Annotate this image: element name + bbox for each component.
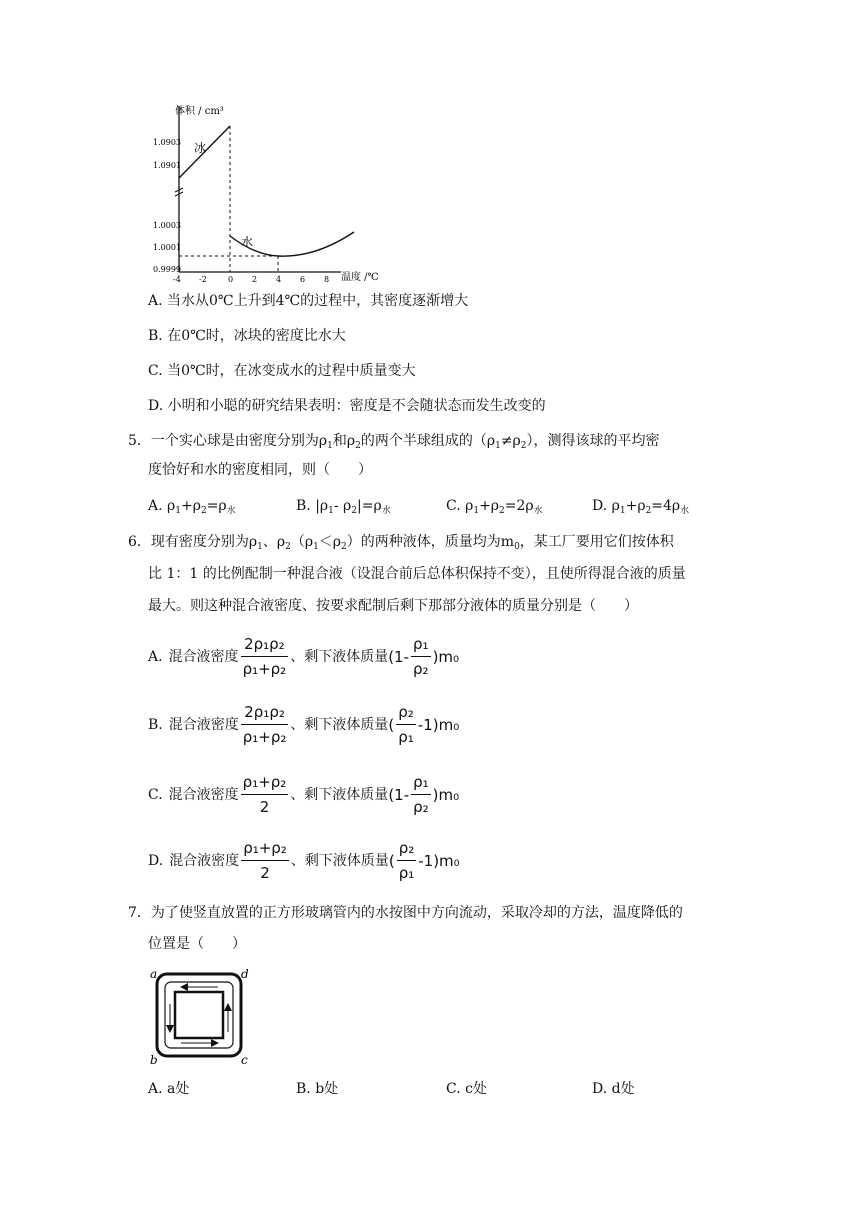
option-text: +ρ <box>625 498 646 514</box>
q6-option-d[interactable] <box>148 838 460 883</box>
q6-option-c[interactable] <box>148 772 459 817</box>
fraction <box>411 634 431 679</box>
q4-option-b[interactable]: B. 在0℃时，冰块的密度比水大 <box>148 328 346 344</box>
x-tick-label: 8 <box>324 275 330 284</box>
option-text: B. |ρ <box>296 498 329 514</box>
option-text: 混合液密度 <box>168 716 239 733</box>
square-tube-diagram <box>145 966 255 1066</box>
fraction-numerator: ρ₁+ρ₂ <box>241 838 289 861</box>
fraction-numerator: ρ₁ <box>411 772 431 795</box>
q4-option-d[interactable]: D. 小明和小聪的研究结果表明：密度是不会随状态而发生改变的 <box>148 398 546 414</box>
subscript: 0 <box>514 542 520 552</box>
fraction-denominator: ρ₂ <box>413 660 429 678</box>
q6-stem-text: ，某工厂要用它们按体积 <box>519 534 674 550</box>
fraction-numerator: 2ρ₁ρ₂ <box>241 702 289 725</box>
option-text: D. ρ <box>592 498 620 514</box>
option-text: 混合液密度 <box>169 852 240 869</box>
subscript: 2 <box>520 441 527 451</box>
fraction-denominator: ρ₁ <box>398 728 414 746</box>
fraction-numerator: 2ρ₁ρ₂ <box>241 634 289 657</box>
x-tick-label: 2 <box>252 275 258 284</box>
subscript: 2 <box>351 506 358 516</box>
option-letter: C. <box>148 786 163 803</box>
fraction-numerator: ρ₂ <box>396 702 416 725</box>
q5-option-b[interactable] <box>296 496 391 521</box>
fraction-numerator: ρ₁+ρ₂ <box>241 772 289 795</box>
option-letter: B. <box>148 716 163 733</box>
q6-option-b[interactable] <box>148 702 459 747</box>
q5-stem-line1 <box>128 431 660 456</box>
option-text: =ρ <box>206 498 227 514</box>
math-text: ( <box>388 851 395 870</box>
option-text: 、剩下液体质量 <box>290 786 389 803</box>
volume-temperature-chart <box>153 100 395 290</box>
option-text: A. ρ <box>148 498 176 514</box>
option-text: 混合液密度 <box>168 648 239 665</box>
subscript: 2 <box>200 506 207 516</box>
fraction <box>397 838 417 883</box>
series-label-ice: 冰 <box>194 141 207 155</box>
x-tick-label: 6 <box>300 275 306 284</box>
math-text: m₀ <box>439 851 460 870</box>
subscript: 2 <box>355 441 361 451</box>
subscript: 水 <box>680 506 690 516</box>
option-text: - ρ <box>333 498 352 514</box>
q6-stem-line2: 比 1：1 的比例配制一种混合液（设混合前后总体积保持不变），且使所得混合液的质量 <box>148 566 686 582</box>
subscript: 1 <box>257 542 263 552</box>
subscript: 1 <box>328 506 334 516</box>
q6-stem-text: （ρ <box>290 534 314 550</box>
q5-stem-text: ），测得该球的平均密 <box>526 433 660 449</box>
y-tick-label: 1.0003 <box>153 221 181 230</box>
y-tick-label: 1.0001 <box>153 243 181 252</box>
option-text: +ρ <box>180 498 201 514</box>
math-text: m₀ <box>438 715 460 734</box>
q6-option-a[interactable] <box>148 634 459 679</box>
option-text: 、剩下液体质量 <box>290 648 389 665</box>
math-text: (1- <box>388 647 410 666</box>
q5-stem-text: 5．一个实心球是由密度分别为ρ <box>128 433 328 449</box>
math-text: -1) <box>418 851 440 870</box>
tube-inner-wall <box>175 992 223 1038</box>
q7-option-a[interactable]: A. a处 <box>148 1081 190 1097</box>
q6-stem-line3: 最大。则这种混合液密度、按要求配制后剩下那部分液体的质量分别是（ ） <box>148 598 638 614</box>
y-tick-label: 1.0903 <box>153 138 181 147</box>
subscript: 1 <box>473 506 480 516</box>
y-tick-label: 1.0901 <box>153 161 181 170</box>
fraction-denominator: ρ₁+ρ₂ <box>242 728 287 746</box>
fraction-denominator: 2 <box>259 798 270 816</box>
x-tick-label: -2 <box>199 275 207 284</box>
math-text: -1) <box>417 715 439 734</box>
fraction-numerator: ρ₂ <box>397 838 417 861</box>
math-text: )m₀ <box>432 785 460 804</box>
option-text: =4ρ <box>651 498 681 514</box>
subscript: 1 <box>495 441 501 451</box>
q4-option-c[interactable]: C. 当0℃时，在冰变成水的过程中质量变大 <box>148 363 416 379</box>
q5-stem-text: 和ρ <box>332 433 356 449</box>
q6-stem-text: 、ρ <box>262 534 286 550</box>
x-tick-label: 4 <box>276 275 282 284</box>
q7-option-b[interactable]: B. b处 <box>296 1081 339 1097</box>
subscript: 1 <box>327 441 333 451</box>
subscript: 水 <box>533 506 543 516</box>
corner-label-b: b <box>150 1053 158 1067</box>
q6-stem-text: ＜ρ <box>318 534 342 550</box>
q4-option-a[interactable]: A. 当水从0℃上升到4℃的过程中，其密度逐渐增大 <box>148 293 469 309</box>
q7-option-d[interactable]: D. d处 <box>592 1081 635 1097</box>
subscript: 水 <box>381 506 391 516</box>
corner-label-c: c <box>241 1053 248 1067</box>
q7-stem-line2: 位置是（ ） <box>148 936 246 952</box>
option-text: +ρ <box>479 498 500 514</box>
math-text: (1- <box>388 785 410 804</box>
math-text: ( <box>388 715 395 734</box>
option-text: C. ρ <box>446 498 474 514</box>
x-axis-label: 温度 /℃ <box>341 272 379 283</box>
q5-stem-text: ≠ρ <box>500 433 521 449</box>
x-tick-label: 0 <box>228 275 234 284</box>
fraction <box>241 772 289 817</box>
math-text: )m₀ <box>432 647 460 666</box>
fraction <box>241 702 289 747</box>
subscript: 2 <box>499 506 505 516</box>
subscript: 2 <box>645 506 652 516</box>
q5-option-d[interactable] <box>592 496 689 521</box>
subscript: 2 <box>285 542 291 552</box>
q5-option-c[interactable] <box>446 496 543 521</box>
subscript: 1 <box>175 506 181 516</box>
q5-stem-line2: 度恰好和水的密度相同，则（ ） <box>148 462 372 478</box>
y-tick-label: 0.9999 <box>153 265 181 274</box>
corner-label-a: a <box>150 967 158 981</box>
subscript: 2 <box>341 542 347 552</box>
q7-stem-line1: 7．为了使竖直放置的正方形玻璃管内的水按图中方向流动，采取冷却的方法，温度降低的 <box>128 905 683 921</box>
q6-stem-line1 <box>128 532 674 557</box>
q6-stem-text: ）的两种液体，质量均为m <box>346 534 515 550</box>
q5-stem-text: 的两个半球组成的（ρ <box>360 433 496 449</box>
option-text: 、剩下液体质量 <box>290 852 389 869</box>
series-label-water: 水 <box>241 235 254 249</box>
q5-option-a[interactable] <box>148 496 236 521</box>
subscript: 水 <box>226 506 236 516</box>
option-letter: A. <box>148 648 163 665</box>
option-text: 混合液密度 <box>168 786 239 803</box>
subscript: 1 <box>619 506 626 516</box>
option-text: =2ρ <box>504 498 534 514</box>
fraction <box>241 634 289 679</box>
q7-option-c[interactable]: C. c处 <box>446 1081 487 1097</box>
x-tick-label: -4 <box>173 275 181 284</box>
option-text: |=ρ <box>357 498 382 514</box>
fraction-numerator: ρ₁ <box>411 634 431 657</box>
option-letter: D. <box>148 852 164 869</box>
fraction-denominator: ρ₁+ρ₂ <box>242 660 287 678</box>
fraction <box>396 702 416 747</box>
y-axis-label: 体积 / cm³ <box>175 106 224 117</box>
subscript: 1 <box>313 542 319 552</box>
fraction <box>411 772 431 817</box>
option-text: 、剩下液体质量 <box>290 716 389 733</box>
corner-label-d: d <box>241 967 249 981</box>
fraction-denominator: 2 <box>260 864 270 882</box>
fraction <box>241 838 289 883</box>
fraction-denominator: ρ₁ <box>398 864 415 882</box>
q6-stem-text: 6．现有密度分别为ρ <box>128 534 258 550</box>
fraction-denominator: ρ₂ <box>413 798 429 816</box>
